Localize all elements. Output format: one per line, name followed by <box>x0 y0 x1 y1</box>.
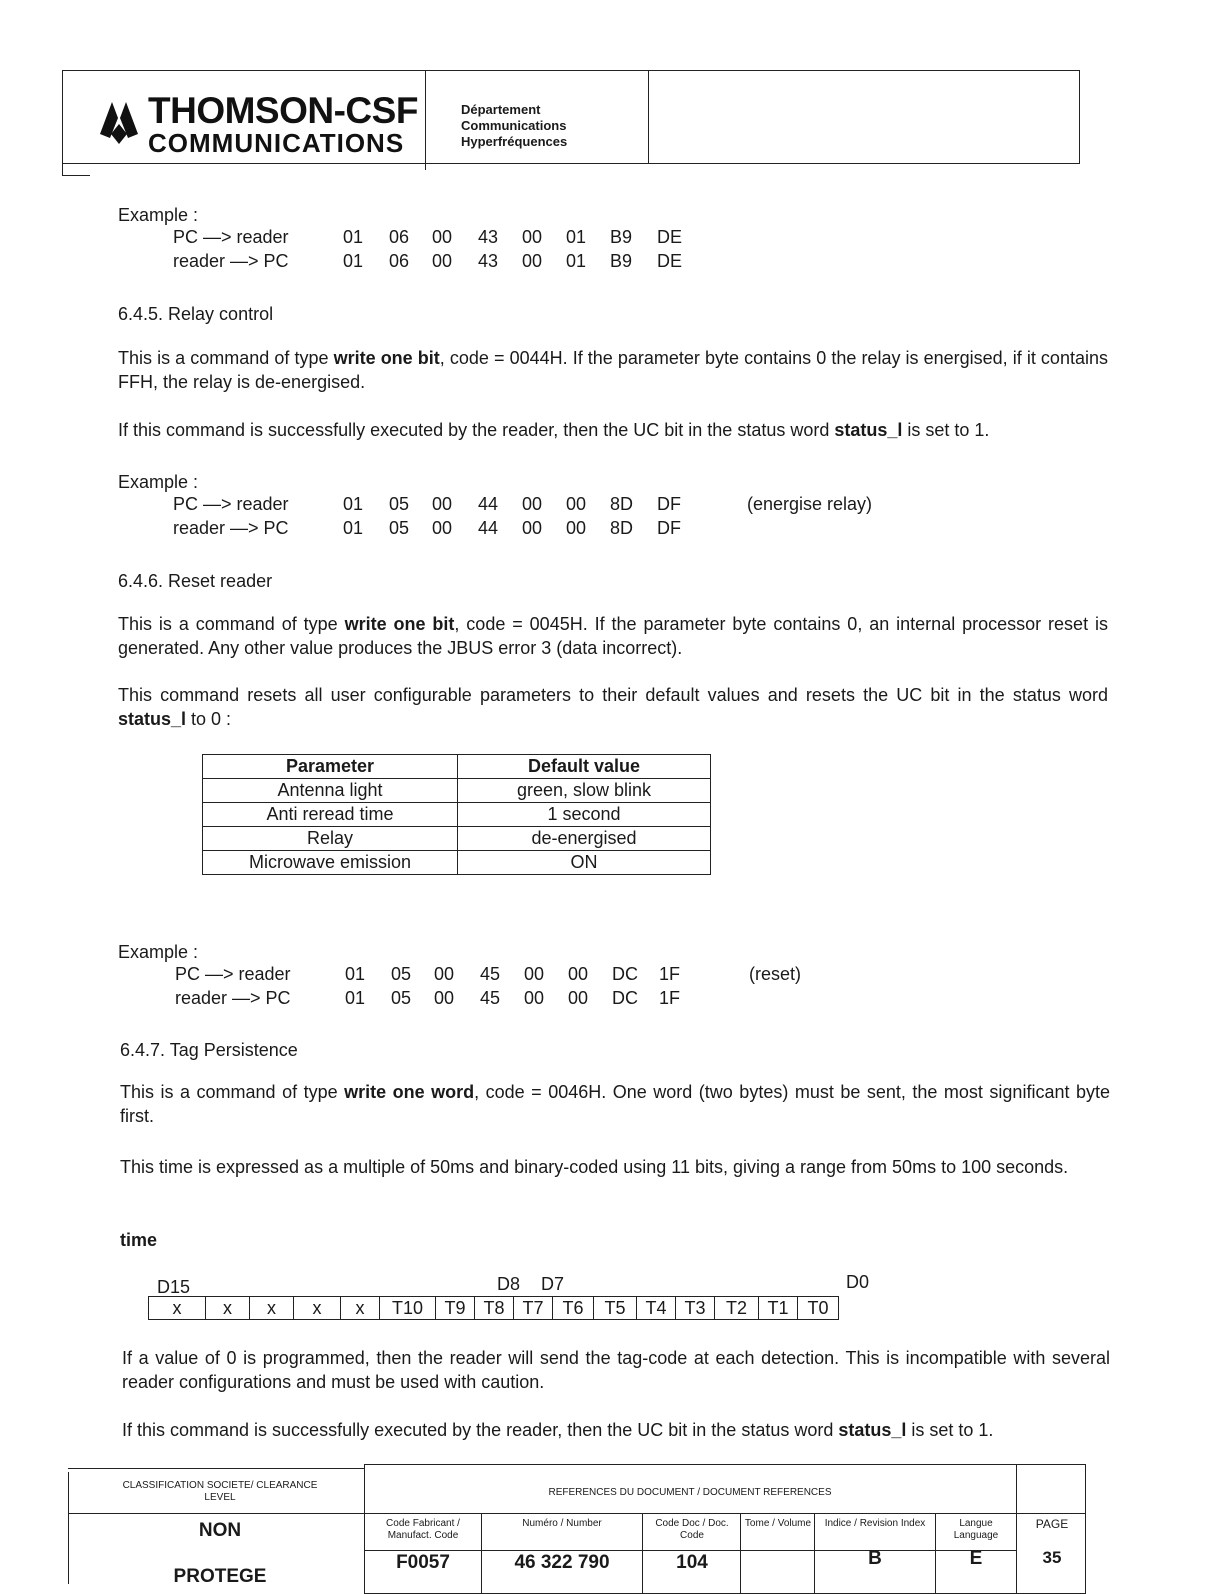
byte-value: DC <box>612 988 638 1008</box>
byte-value: DE <box>657 251 683 271</box>
table-cell: 1 second <box>458 803 711 827</box>
bit-cell: T1 <box>759 1297 798 1320</box>
byte-value: 01 <box>566 251 587 271</box>
byte-value: 01 <box>345 964 366 984</box>
byte-value: 05 <box>391 964 412 984</box>
bit-cell: T10 <box>380 1297 436 1320</box>
department-line: Communications <box>461 118 567 133</box>
header-divider <box>62 175 90 176</box>
table-row <box>203 827 711 851</box>
bit-cell: T0 <box>798 1297 839 1320</box>
classification-value: NON <box>198 1520 242 1541</box>
header-divider <box>648 70 649 164</box>
brand-name: THOMSON-CSF <box>148 90 418 131</box>
byte-value: B9 <box>610 251 633 271</box>
byte-value: 00 <box>434 964 455 984</box>
paragraph <box>120 1080 1110 1128</box>
byte-value: 43 <box>478 251 499 271</box>
paragraph <box>118 346 1108 394</box>
byte-value: 01 <box>343 227 364 247</box>
ref-column-value: B <box>868 1548 882 1569</box>
byte-value: 01 <box>343 251 364 271</box>
section-heading: 6.4.6. Reset reader <box>118 571 273 591</box>
header-divider <box>425 70 426 170</box>
byte-value: 00 <box>522 518 543 538</box>
byte-value: DF <box>657 494 681 514</box>
footer-line <box>740 1513 741 1593</box>
byte-value: 45 <box>480 988 501 1008</box>
byte-value: 8D <box>610 494 634 514</box>
department-line: Département <box>461 102 541 117</box>
time-bit-field <box>148 1296 839 1320</box>
direction-label: PC —> reader <box>173 494 289 514</box>
example-label: Example : <box>118 472 199 492</box>
example-label: Example : <box>118 205 199 225</box>
text-run: This is a command of type <box>120 1082 345 1102</box>
footer-line <box>481 1513 482 1593</box>
byte-value: 45 <box>480 964 501 984</box>
section-heading: 6.4.7. Tag Persistence <box>120 1040 298 1060</box>
byte-value: DF <box>657 518 681 538</box>
paragraph <box>118 418 1108 442</box>
bit-cell: T9 <box>436 1297 475 1320</box>
footer-line <box>68 1472 69 1584</box>
byte-value: 00 <box>524 964 545 984</box>
ref-column-label: Numéro / Number <box>522 1518 602 1529</box>
table-row <box>203 851 711 875</box>
table-cell: green, slow blink <box>458 779 711 803</box>
byte-value: 43 <box>478 227 499 247</box>
paragraph <box>122 1418 1110 1442</box>
page-label: PAGE <box>1035 1517 1069 1531</box>
bit-label: D15 <box>157 1277 191 1297</box>
footer-line <box>642 1513 643 1593</box>
column-header: Default value <box>458 755 711 779</box>
text-run: to 0 : <box>186 709 232 729</box>
byte-value: 06 <box>389 251 410 271</box>
classification-value: PROTEGE <box>173 1566 267 1587</box>
ref-column-label: Code Fabricant / Manufact. Code <box>386 1518 460 1541</box>
field-label: time <box>120 1230 158 1250</box>
ref-column-value: 104 <box>676 1552 708 1573</box>
byte-value: 00 <box>522 494 543 514</box>
table-cell: Antenna light <box>203 779 458 803</box>
status-word: status_l <box>838 1420 907 1440</box>
example-note: (reset) <box>749 964 802 984</box>
footer-line <box>68 1468 364 1469</box>
table-cell: Anti reread time <box>203 803 458 827</box>
classification-label: CLASSIFICATION SOCIETE/ CLEARANCE LEVEL <box>122 1480 318 1503</box>
byte-value: 44 <box>478 518 499 538</box>
byte-value: 00 <box>568 988 589 1008</box>
footer-line <box>68 1513 1086 1514</box>
bit-cell: x <box>149 1297 206 1320</box>
default-values-table <box>202 754 711 875</box>
table-header-row <box>203 755 711 779</box>
ref-column-label: Langue Language <box>953 1518 999 1541</box>
bit-cell: T3 <box>676 1297 715 1320</box>
table-cell: ON <box>458 851 711 875</box>
ref-column-label: Indice / Revision Index <box>824 1518 926 1529</box>
byte-value: DE <box>657 227 683 247</box>
direction-label: reader —> PC <box>173 518 289 538</box>
bit-label: D0 <box>846 1272 870 1292</box>
ref-column-value: E <box>969 1548 983 1569</box>
bit-cell: T7 <box>514 1297 553 1320</box>
bit-label: D8 <box>497 1274 521 1294</box>
command-type: write one bit <box>344 614 455 634</box>
status-word: status_l <box>834 420 903 440</box>
byte-value: 00 <box>434 988 455 1008</box>
paragraph <box>118 683 1108 731</box>
command-type: write one word <box>344 1082 475 1102</box>
table-row <box>203 779 711 803</box>
bit-cell: T4 <box>637 1297 676 1320</box>
page-number: 35 <box>1042 1548 1062 1567</box>
status-word: status_l <box>118 709 187 729</box>
table-cell: Relay <box>203 827 458 851</box>
byte-value: 00 <box>432 494 453 514</box>
byte-value: 01 <box>566 227 587 247</box>
bit-cell: T8 <box>475 1297 514 1320</box>
text-run: This is a command of type <box>118 348 334 368</box>
paragraph: If a value of 0 is programmed, then the reader will send the tag-code at each detection. This is incompatible with several reader configurations and must be used with caution. <box>122 1348 1110 1392</box>
department-line: Hyperfréquences <box>461 134 568 149</box>
byte-value: B9 <box>610 227 633 247</box>
byte-value: 00 <box>522 227 543 247</box>
byte-value: 01 <box>343 518 364 538</box>
byte-value: 05 <box>391 988 412 1008</box>
ref-column-value: F0057 <box>396 1552 450 1573</box>
byte-value: 00 <box>568 964 589 984</box>
footer-line <box>935 1513 936 1593</box>
bit-cell: T5 <box>594 1297 637 1320</box>
command-type: write one bit <box>333 348 440 368</box>
text-run: This command resets all user configurable parameters to their default values and resets the UC bit in the status word <box>118 685 1108 705</box>
byte-value: 00 <box>432 518 453 538</box>
bit-label: D7 <box>541 1274 565 1294</box>
bit-cell: x <box>341 1297 380 1320</box>
byte-value: 00 <box>432 251 453 271</box>
byte-value: 00 <box>522 251 543 271</box>
byte-value: 1F <box>659 964 681 984</box>
ref-column-value: 46 322 790 <box>514 1552 610 1573</box>
direction-label: PC —> reader <box>175 964 291 984</box>
bit-cell: x <box>250 1297 294 1320</box>
text-run: is set to 1. <box>902 420 990 440</box>
byte-value: 00 <box>566 494 587 514</box>
references-label: REFERENCES DU DOCUMENT / DOCUMENT REFERENCES <box>548 1487 832 1498</box>
text-run: , code = 0044H. If the parameter byte contains 0 the relay is energised, if it contains FFH, the relay is de-energised. <box>118 348 1108 392</box>
direction-label: PC —> reader <box>173 227 289 247</box>
table-row <box>203 803 711 827</box>
footer-line <box>814 1513 815 1593</box>
direction-label: reader —> PC <box>173 251 289 271</box>
byte-value: DC <box>612 964 638 984</box>
table-cell: de-energised <box>458 827 711 851</box>
byte-value: 06 <box>389 227 410 247</box>
byte-value: 00 <box>432 227 453 247</box>
byte-value: 01 <box>345 988 366 1008</box>
paragraph <box>118 612 1108 660</box>
text-run: , code = 0046H. One word (two bytes) must be sent, the most significant byte first. <box>120 1082 1110 1126</box>
byte-value: 01 <box>343 494 364 514</box>
department-label <box>461 102 567 150</box>
bit-cell: x <box>206 1297 250 1320</box>
byte-value: 44 <box>478 494 499 514</box>
bit-cell: x <box>294 1297 341 1320</box>
bit-row <box>149 1297 839 1320</box>
bit-cell: T2 <box>715 1297 759 1320</box>
section-heading: 6.4.5. Relay control <box>118 304 274 324</box>
example-label: Example : <box>118 942 199 962</box>
text-run: This is a command of type <box>118 614 345 634</box>
byte-value: 8D <box>610 518 634 538</box>
byte-value: 00 <box>566 518 587 538</box>
byte-value: 1F <box>659 988 681 1008</box>
example-note: (energise relay) <box>747 494 873 514</box>
column-header: Parameter <box>203 755 458 779</box>
text-run: If this command is successfully executed by the reader, then the UC bit in the status word <box>122 1420 839 1440</box>
table-cell: Microwave emission <box>203 851 458 875</box>
byte-value: 05 <box>389 494 410 514</box>
byte-value: 00 <box>524 988 545 1008</box>
ref-column-label: Tome / Volume <box>744 1518 812 1529</box>
bit-cell: T6 <box>553 1297 594 1320</box>
ref-column-label: Code Doc / Doc. Code <box>655 1518 729 1541</box>
thomson-logo-icon <box>96 94 142 150</box>
paragraph: This time is expressed as a multiple of 50ms and binary-coded using 11 bits, giving a range from 50ms to 100 seconds. <box>120 1157 1069 1177</box>
text-run: , code = 0045H. If the parameter byte contains 0, an internal processor reset is generated. Any other value produces the JBUS error 3 (data incorrect). <box>118 614 1108 658</box>
text-run: is set to 1. <box>906 1420 994 1440</box>
byte-value: 05 <box>389 518 410 538</box>
footer-line <box>1016 1464 1017 1594</box>
direction-label: reader —> PC <box>175 988 291 1008</box>
brand-subtitle: COMMUNICATIONS <box>148 128 405 158</box>
text-run: If this command is successfully executed by the reader, then the UC bit in the status word <box>118 420 835 440</box>
